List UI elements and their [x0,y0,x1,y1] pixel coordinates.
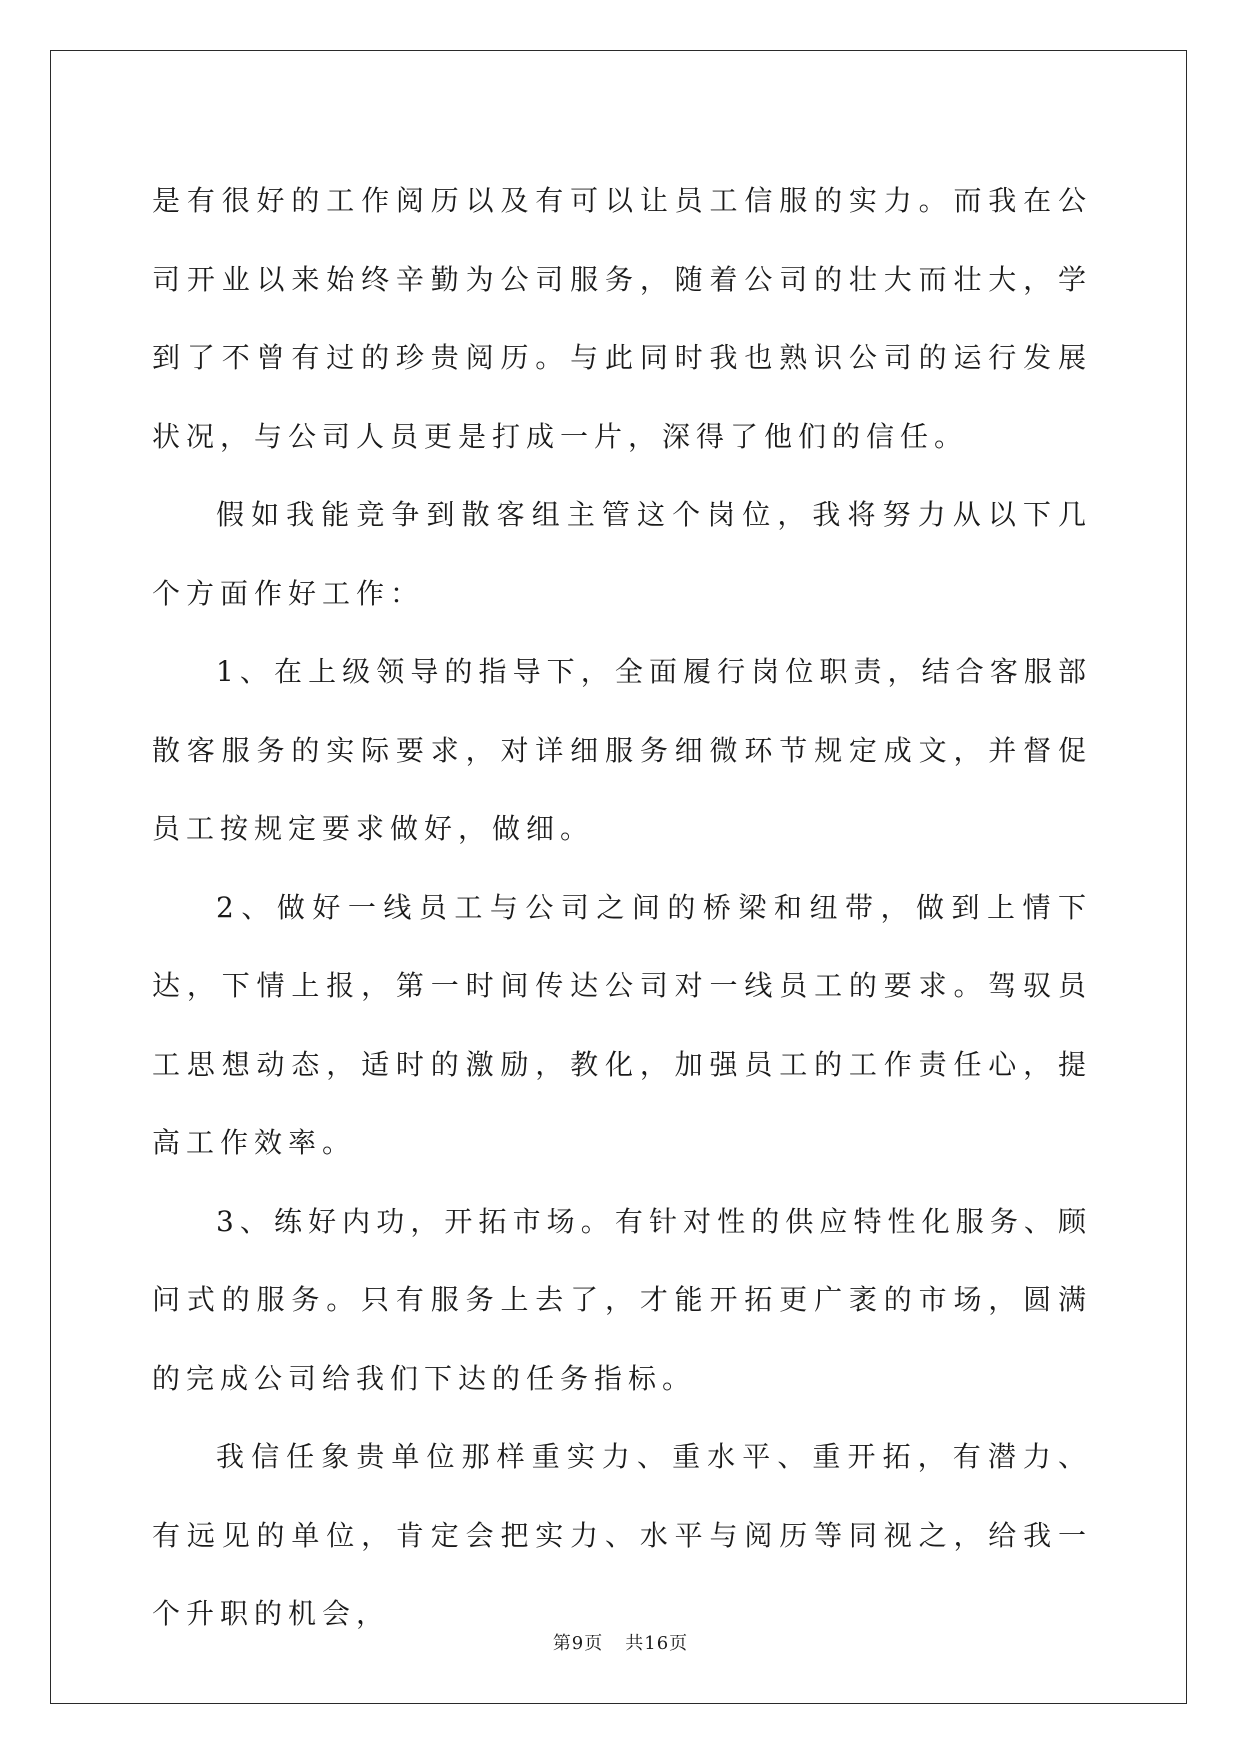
page-footer [0,1629,1241,1655]
paragraph-4: 2、做好一线员工与公司之间的桥梁和纽带，做到上情下达，下情上报，第一时间传达公司对一线员工的要求。驾驭员工思想动态，适时的激励，教化，加强员工的工作责任心，提高工作效率。 [152,890,1092,1159]
document-body [152,162,1092,1654]
paragraph-2: 假如我能竞争到散客组主管这个岗位，我将努力从以下几个方面作好工作： [152,498,1092,610]
paragraph-1: 是有很好的工作阅历以及有可以让员工信服的实力。而我在公司开业以来始终辛勤为公司服务，随着公司的壮大而壮大，学到了不曾有过的珍贵阅历。与此同时我也熟识公司的运行发展状况，与公司人员更是打成一片，深得了他们的信任。 [152,184,1092,453]
page-number: 第9页 [552,1633,604,1654]
paragraph-5: 3、练好内功，开拓市场。有针对性的供应特性化服务、顾问式的服务。只有服务上去了，才能开拓更广袤的市场，圆满的完成公司给我们下达的任务指标。 [152,1204,1092,1395]
page-total: 共16页 [625,1633,689,1654]
paragraph-3: 1、在上级领导的指导下，全面履行岗位职责，结合客服部散客服务的实际要求，对详细服务细微环节规定成文，并督促员工按规定要求做好，做细。 [152,655,1092,845]
paragraph-6: 我信任象贵单位那样重实力、重水平、重开拓，有潜力、有远见的单位，肯定会把实力、水平与阅历等同视之，给我一个升职的机会， [152,1440,1092,1630]
